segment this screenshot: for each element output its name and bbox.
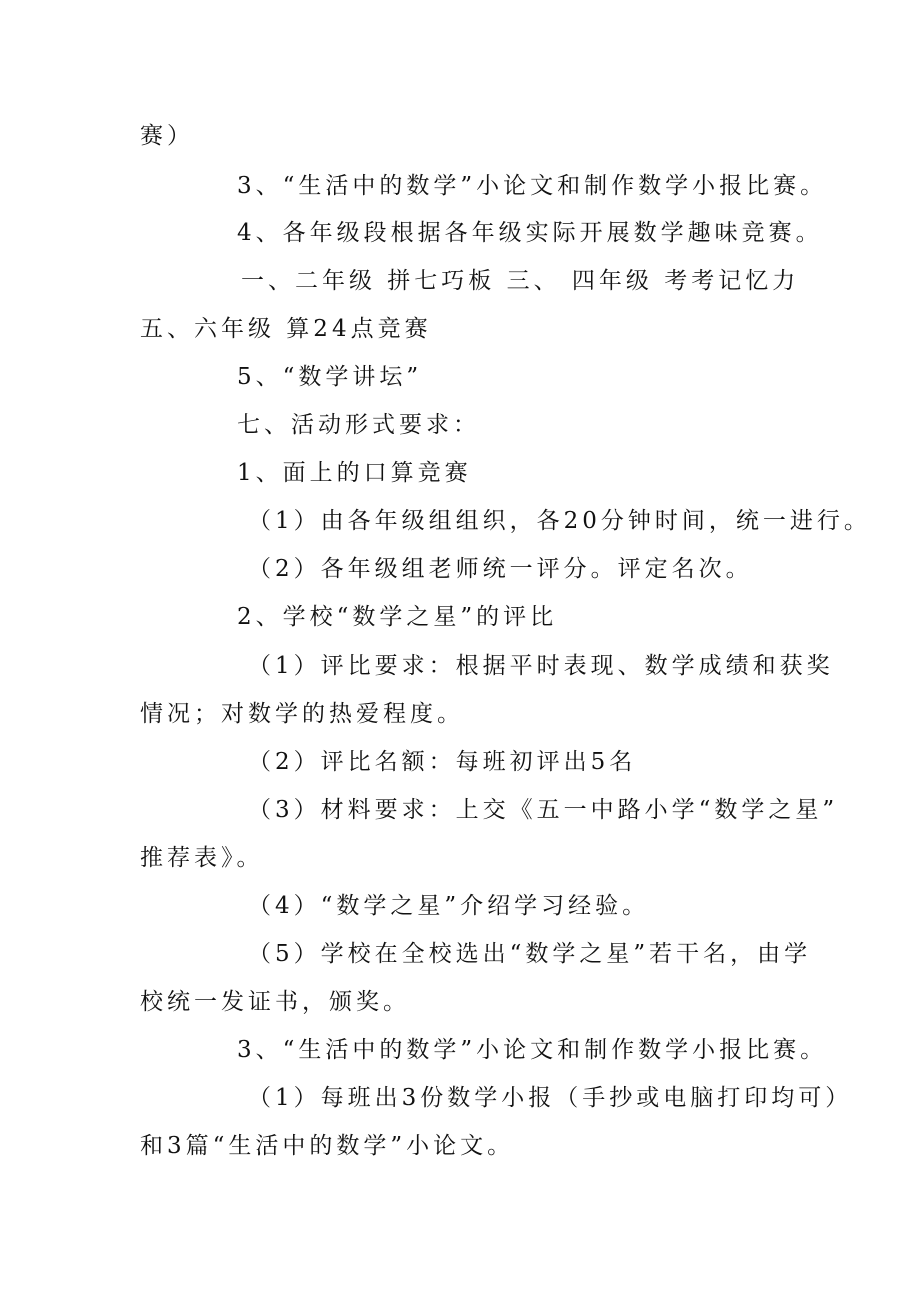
text-line: （3）材料要求：上交《五一中路小学“数学之星” — [248, 797, 839, 823]
text-line: 5、“数学讲坛” — [237, 364, 423, 390]
text-line: 推荐表》。 — [140, 845, 264, 871]
text-line: 2、学校“数学之星”的评比 — [237, 604, 558, 630]
text-line: 1、面上的口算竞赛 — [237, 460, 472, 486]
text-line: 校统一发证书，颁奖。 — [140, 989, 410, 1015]
text-line: （5）学校在全校选出“数学之星”若干名，由学 — [248, 941, 812, 967]
text-line: 情况；对数学的热爱程度。 — [140, 701, 464, 727]
text-line: （2）各年级组老师统一评分。评定名次。 — [248, 556, 753, 582]
text-line: 五、六年级 算24点竞赛 — [140, 316, 432, 342]
text-line: （1）每班出3份数学小报（手抄或电脑打印均可） — [248, 1085, 853, 1111]
text-line: （2）评比名额：每班初评出5名 — [248, 749, 637, 775]
text-line: 一、二年级 拼七巧板 三、 四年级 考考记忆力 — [241, 268, 800, 294]
text-line: 3、“生活中的数学”小论文和制作数学小报比赛。 — [237, 1037, 828, 1063]
text-line: 七、活动形式要求： — [237, 412, 480, 438]
text-line: 3、“生活中的数学”小论文和制作数学小报比赛。 — [237, 173, 828, 199]
text-line: （1）由各年级组组织，各20分钟时间，统一进行。 — [248, 508, 871, 534]
text-line: 和3篇“生活中的数学”小论文。 — [140, 1133, 515, 1159]
text-line: 赛） — [140, 123, 194, 149]
text-line: （1）评比要求：根据平时表现、数学成绩和获奖 — [248, 653, 834, 679]
text-line: （4）“数学之星”介绍学习经验。 — [248, 893, 650, 919]
text-line: 4、各年级段根据各年级实际开展数学趣味竞赛。 — [237, 220, 823, 246]
